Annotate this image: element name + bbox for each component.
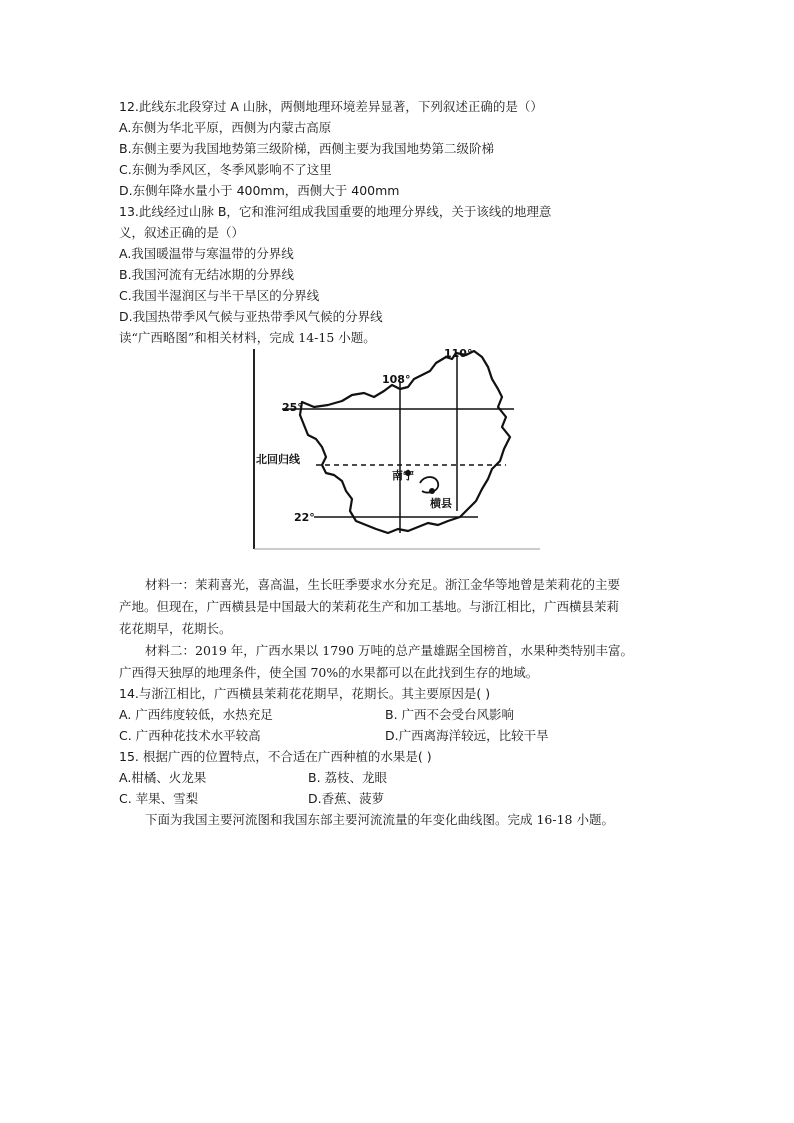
label-25: 25° bbox=[282, 401, 303, 414]
question-15-option-b: B. 荔枝、龙眼 bbox=[308, 770, 388, 785]
question-14-option-b: B. 广西不会受台风影响 bbox=[385, 707, 515, 722]
question-14-stem: 14.与浙江相比，广西横县茉莉花花期早，花期长。其主要原因是( ) bbox=[119, 686, 491, 701]
label-hengxian: 横县 bbox=[430, 497, 452, 510]
intro-16-18: 下面为我国主要河流图和我国东部主要河流流量的年变化曲线图。完成 16-18 小题。 bbox=[145, 812, 614, 827]
question-15-option-c: C. 苹果、雪梨 bbox=[119, 791, 199, 806]
material-2-line2: 广西得天独厚的地理条件，使全国 70%的水果都可以在此找到生存的地域。 bbox=[119, 665, 539, 680]
question-14-option-a: A. 广西纬度较低，水热充足 bbox=[119, 707, 273, 722]
question-14-option-c: C. 广西种花技术水平较高 bbox=[119, 728, 261, 743]
question-13-stem-line2: 义，叙述正确的是（） bbox=[119, 225, 245, 240]
question-12-stem: 12.此线东北段穿过 A 山脉，两侧地理环境差异显著，下列叙述正确的是（） bbox=[119, 99, 543, 114]
question-13-option-a: A.我国暖温带与寒温带的分界线 bbox=[119, 246, 294, 261]
label-tropic-of-cancer: 北回归线 bbox=[256, 453, 300, 466]
guangxi-map-svg bbox=[252, 345, 542, 550]
material-1-line2: 产地。但现在，广西横县是中国最大的茉莉花生产和加工基地。与浙江相比，广西横县茉莉 bbox=[119, 599, 620, 614]
label-108: 108° bbox=[382, 373, 411, 386]
question-13-option-c: C.我国半湿润区与半干旱区的分界线 bbox=[119, 288, 320, 303]
label-nanning: 南宁 bbox=[392, 469, 414, 482]
question-12-option-c: C.东侧为季风区，冬季风影响不了这里 bbox=[119, 162, 332, 177]
question-14-option-d: D.广西离海洋较远，比较干旱 bbox=[385, 728, 549, 743]
question-15-stem: 15. 根据广西的位置特点，不合适在广西种植的水果是( ) bbox=[119, 749, 432, 764]
hengxian-dot bbox=[429, 488, 435, 494]
material-1-line3: 花花期早，花期长。 bbox=[119, 621, 232, 636]
question-15-option-d: D.香蕉、菠萝 bbox=[308, 791, 385, 806]
intro-14-15: 读“广西略图”和相关材料，完成 14-15 小题。 bbox=[119, 330, 376, 345]
label-110: 110° bbox=[444, 347, 473, 360]
question-12-option-d: D.东侧年降水量小于 400mm，西侧大于 400mm bbox=[119, 183, 400, 198]
question-13-option-b: B.我国河流有无结冰期的分界线 bbox=[119, 267, 295, 282]
question-15-option-a: A.柑橘、火龙果 bbox=[119, 770, 207, 785]
material-2-line1: 材料二：2019 年，广西水果以 1790 万吨的总产量雄踞全国榜首，水果种类特别丰富。 bbox=[145, 643, 634, 658]
material-1-line1: 材料一：茉莉喜光，喜高温，生长旺季要求水分充足。浙江金华等地曾是茉莉花的主要 bbox=[145, 577, 621, 592]
guangxi-map bbox=[252, 345, 542, 550]
question-12-option-a: A.东侧为华北平原，西侧为内蒙古高原 bbox=[119, 120, 332, 135]
question-13-stem-line1: 13.此线经过山脉 B，它和淮河组成我国重要的地理分界线，关于该线的地理意 bbox=[119, 204, 552, 219]
question-13-option-d: D.我国热带季风气候与亚热带季风气候的分界线 bbox=[119, 309, 383, 324]
question-12-option-b: B.东侧主要为我国地势第三级阶梯，西侧主要为我国地势第二级阶梯 bbox=[119, 141, 495, 156]
label-22: 22° bbox=[294, 511, 315, 524]
